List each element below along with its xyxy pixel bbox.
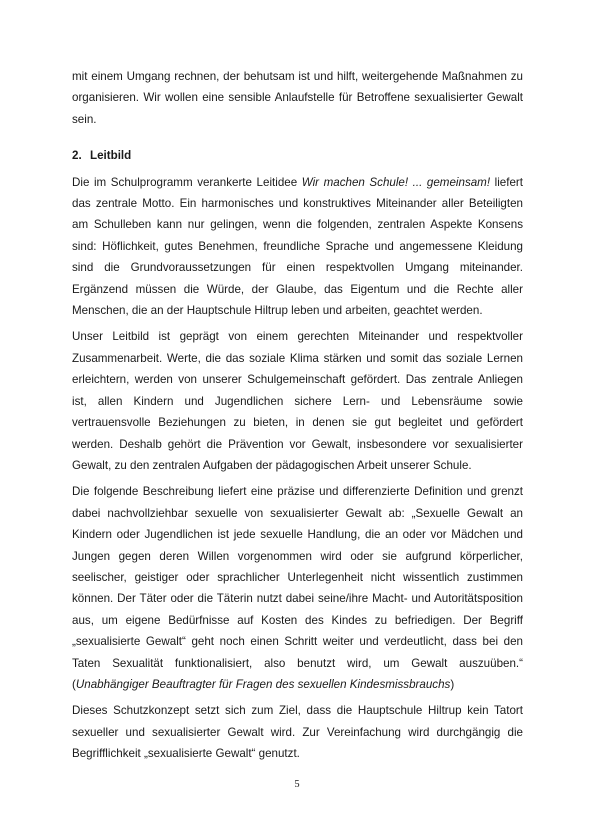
definition-source: Unabhängiger Beauftragter für Fragen des sexuellen Kindesmissbrauchs xyxy=(75,677,451,691)
school-motto: Wir machen Schule! ... gemeinsam! xyxy=(301,175,491,189)
leitbild-paragraph: Unser Leitbild ist geprägt von einem gerechten Miteinander und respektvoller Zusammenarbeit. Werte, die das soziale Klima stärken und somit das soziale Lernen erleichtern, werden von unserer Schulgemeinschaft gefördert. Das zentrale Anliegen ist, allen Kindern und Jugendlichen sichere Lern- und Lebensräume sowie vertrauensvolle Beziehungen zu bieten, in denen sie gut begleitet und gefördert werden. Deshalb gehört die Prävention vor Gewalt, insbesondere vor sexualisierter Gewalt, zu den zentralen Aufgaben der pädagogischen Arbeit unserer Schule. xyxy=(72,330,523,472)
schutzkonzept-paragraph: Dieses Schutzkonzept setzt sich zum Ziel, dass die Hauptschule Hiltrup kein Tatort sexueller und sexualisierter Gewalt wird. Zur Vereinfachung wird durchgängig die Begrifflichkeit „sexualisierte Gewalt“ genutzt. xyxy=(72,704,523,761)
section-title: Leitbild xyxy=(90,149,132,163)
definition-text: Die folgende Beschreibung liefert eine präzise und differenzierte Definition und grenzt dabei nachvollziehbar sexuelle von sexualisierter Gewalt ab: „Sexuelle Gewalt an Kindern oder Jugendlichen ist jede sexuelle Handlung, die an oder vor Mädchen und Jungen gegen deren Willen vorgenommen wird oder sie aufgrund körperlicher, seelischer, geistiger oder sprachlicher Unterlegenheit nicht wissentlich zustimmen können. Der Täter oder die Täterin nutzt dabei seine/ihre Macht- und Autoritätsposition aus, um eigene Bedürfnisse auf Kosten des Kindes zu befriedigen. Der Begriff „sexualisierte Gewalt“ geht noch einen Schritt weiter und verdeutlicht, dass bei den Taten Sexualität funktionalisiert, also benutzt wird, um Gewalt auszuüben.“ ( xyxy=(72,485,523,691)
leitidee-text-before: Die im Schulprogramm verankerte Leitidee xyxy=(72,175,302,189)
document-page xyxy=(72,66,523,765)
page-number: 5 xyxy=(294,779,300,790)
intro-paragraph: mit einem Umgang rechnen, der behutsam ist und hilft, weitergehende Maßnahmen zu organisieren. Wir wollen eine sensible Anlaufstelle für Betroffene sexualisierter Gewalt sein. xyxy=(72,70,523,126)
leitidee-text-after: liefert das zentrale Motto. Ein harmonisches und konstruktives Miteinander aller Beteiligten am Schulleben kann nur gelingen, wenn die folgenden, zentralen Aspekte Konsens sind: Höflichkeit, gutes Benehmen, freundliche Sprache und angemessene Kleidung sind die Grundvoraussetzungen für einen respektvollen Umgang miteinander. Ergänzend müssen die Würde, der Glaube, das Eigentum und die Rechte aller Menschen, die an der Hauptschule Hiltrup leben und arbeiten, geachtet werden. xyxy=(72,175,524,318)
leitidee-paragraph xyxy=(72,172,523,322)
definition-closing: ) xyxy=(450,677,455,691)
section-heading xyxy=(72,145,523,166)
section-number: 2. xyxy=(72,149,82,163)
definition-paragraph xyxy=(72,481,523,695)
